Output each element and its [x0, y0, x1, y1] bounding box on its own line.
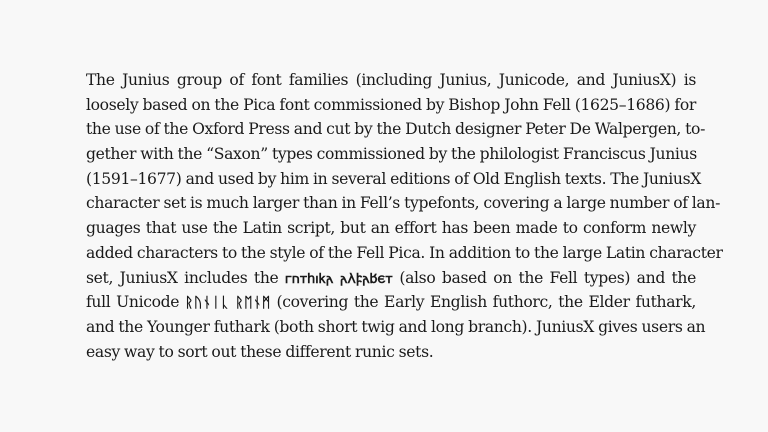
- text-line: [86, 266, 696, 291]
- runic-sample: ᚱᛖᚾᛗ: [235, 295, 271, 312]
- text-line: (1591–1677) and used by him in several editions of Old English texts. The JuniusX: [86, 169, 702, 188]
- text-line: gether with the “Saxon” types commissioned by the philologist Franciscus Junius: [86, 145, 697, 164]
- text-line: easy way to sort out these different runic sets.: [86, 342, 434, 361]
- text-line: loosely based on the Pica font commissioned by Bishop John Fell (1625–1686) for: [86, 95, 696, 114]
- text-line: guages that use the Latin script, but an effort has been made to conform newly: [86, 219, 696, 238]
- text-segment: full Unicode: [86, 293, 185, 312]
- text-segment: (covering the Early English futhorc, the Elder futhark,: [270, 293, 696, 312]
- paragraph: [86, 68, 723, 364]
- text-line: added characters to the style of the Fell Pica. In addition to the large Latin character: [86, 243, 723, 262]
- text-line: and the Younger futhark (both short twig and long branch). JuniusX gives users an: [86, 317, 706, 336]
- runic-sample: ᚱᚢᚾᛁᚳ: [184, 295, 230, 312]
- text-segment: set, JuniusX includes the: [86, 268, 285, 287]
- gothic-alphabet-sample: 𐌲𐌿𐍄𐌷𐌹𐌺𐌰 𐌰𐌻𐍆𐌰𐌱𐌴𐍄: [284, 270, 393, 287]
- text-line: the use of the Oxford Press and cut by the Dutch designer Peter De Walpergen, to-: [86, 120, 706, 139]
- text-line: The Junius group of font families (including Junius, Junicode, and JuniusX) is: [86, 71, 696, 89]
- text-line: character set is much larger than in Fell’s typefonts, covering a large number of lan-: [86, 194, 720, 213]
- text-line: [86, 290, 696, 315]
- text-segment: (also based on the Fell types) and the: [392, 268, 696, 287]
